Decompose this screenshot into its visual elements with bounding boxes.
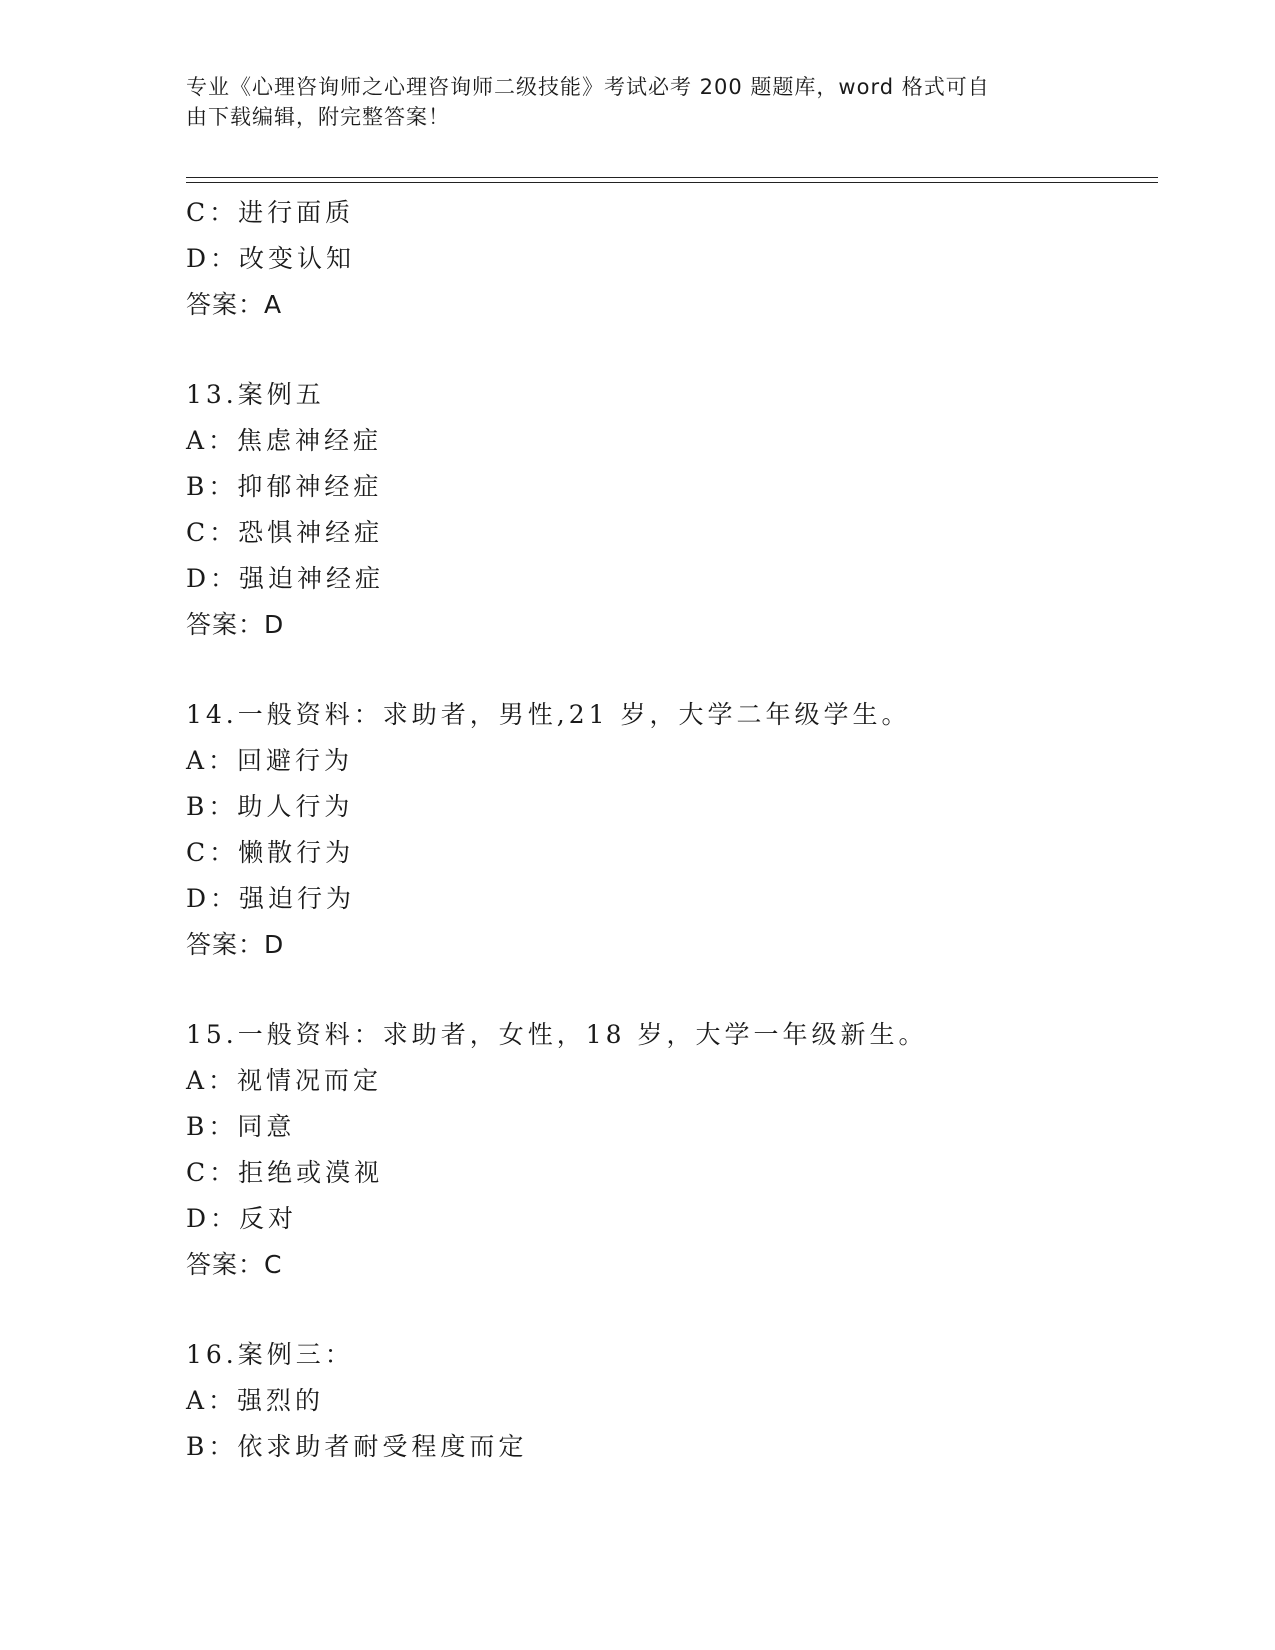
answer-line: 答案：D bbox=[186, 930, 285, 959]
option-a: A：强烈的 bbox=[186, 1386, 325, 1415]
option-b: B：抑郁神经症 bbox=[186, 472, 383, 501]
option-d: D：改变认知 bbox=[186, 244, 356, 273]
option-b: B：助人行为 bbox=[186, 792, 354, 821]
option-a: A：焦虑神经症 bbox=[186, 426, 383, 455]
option-c: C：懒散行为 bbox=[186, 838, 355, 867]
option-a: A：回避行为 bbox=[186, 746, 354, 775]
option-c: C：进行面质 bbox=[186, 198, 355, 227]
option-d: D：强迫神经症 bbox=[186, 564, 385, 593]
document-header bbox=[186, 72, 1076, 132]
option-b: B：依求助者耐受程度而定 bbox=[186, 1432, 528, 1461]
question-block-13 bbox=[186, 372, 1158, 648]
question-block-15 bbox=[186, 1012, 1158, 1288]
option-c: C：恐惧神经症 bbox=[186, 518, 384, 547]
question-block-12 bbox=[186, 190, 1158, 328]
option-b: B：同意 bbox=[186, 1112, 296, 1141]
option-c: C：拒绝或漠视 bbox=[186, 1158, 384, 1187]
question-list bbox=[186, 190, 1158, 1470]
question-title: 14.一般资料：求助者，男性,21 岁，大学二年级学生。 bbox=[186, 700, 911, 729]
option-d: D：反对 bbox=[186, 1204, 298, 1233]
question-block-14 bbox=[186, 692, 1158, 968]
question-title: 15.一般资料：求助者，女性，18 岁，大学一年级新生。 bbox=[186, 1020, 928, 1049]
answer-line: 答案：A bbox=[186, 290, 283, 319]
answer-line: 答案：C bbox=[186, 1250, 283, 1279]
header-divider-bottom bbox=[186, 182, 1158, 183]
header-line-2: 由下载编辑，附完整答案！ bbox=[186, 105, 450, 129]
question-title: 13.案例五 bbox=[186, 380, 325, 409]
question-block-16 bbox=[186, 1332, 1158, 1470]
question-title: 16.案例三： bbox=[186, 1340, 354, 1369]
header-line-1: 专业《心理咨询师之心理咨询师二级技能》考试必考 200 题题库，word 格式可自 bbox=[186, 75, 990, 99]
option-a: A：视情况而定 bbox=[186, 1066, 383, 1095]
answer-line: 答案：D bbox=[186, 610, 285, 639]
header-divider-top bbox=[186, 177, 1158, 178]
option-d: D：强迫行为 bbox=[186, 884, 356, 913]
